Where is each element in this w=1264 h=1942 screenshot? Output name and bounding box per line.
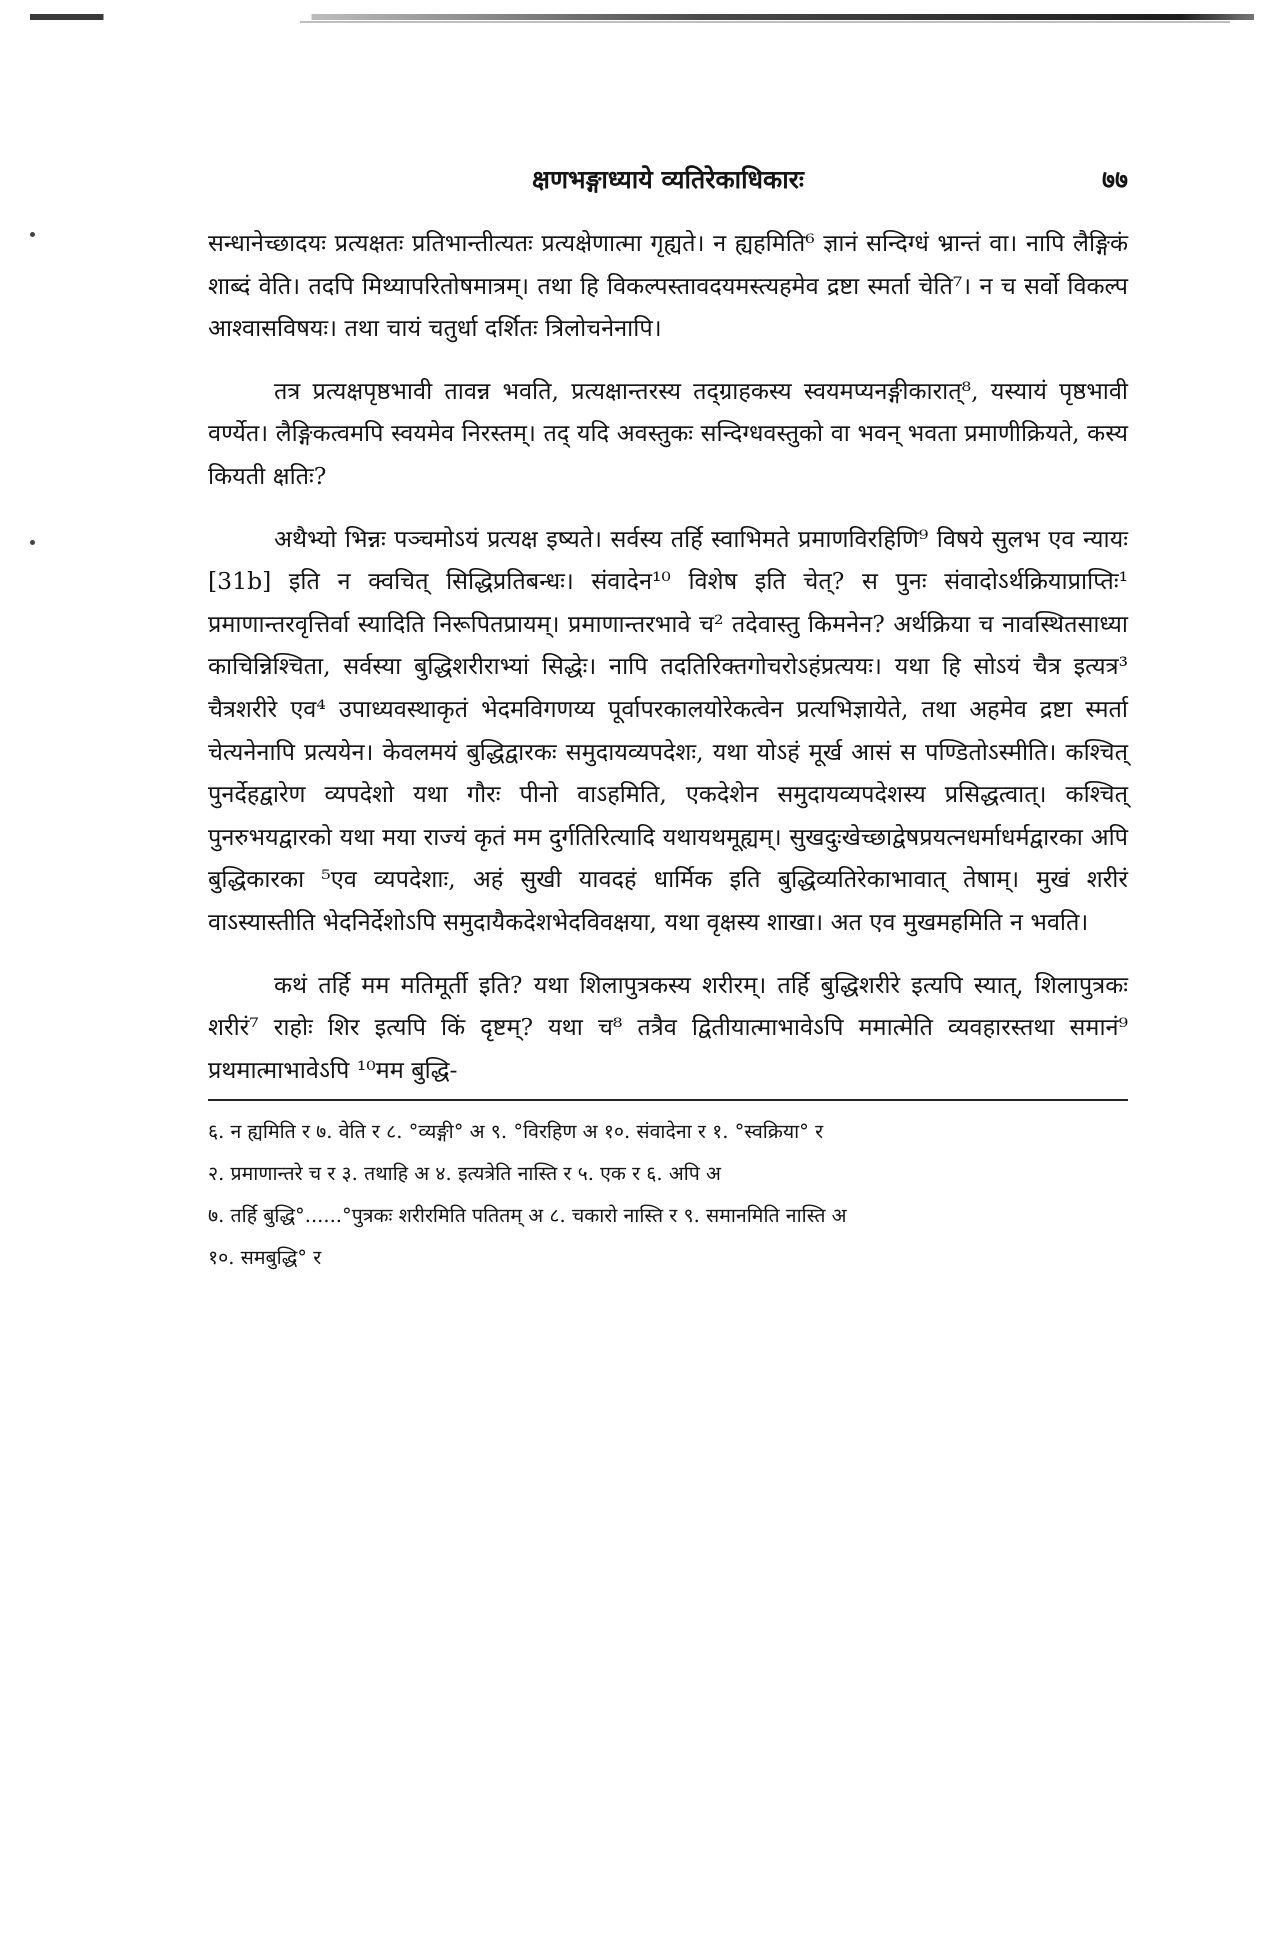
footnote-line: १०. समबुद्धि° र <box>208 1246 322 1270</box>
paragraph: अथैभ्यो भिन्नः पञ्चमोऽयं प्रत्यक्ष इष्यते। सर्वस्य तर्हि स्वाभिमते प्रमाणविरहिणि⁹ विषये सुलभ एव न्यायः [31b] इति न क्वचित् सिद्धिप्रतिबन्धः। संवादेन¹⁰ विशेष इति चेत्? स पुनः संवादोऽर्थक्रियाप्राप्तिः¹ प्रमाणान्तरवृत्तिर्वा स्यादिति निरूपितप्रायम्। प्रमाणान्तरभावे च² तदेवास्तु किमनेन? अर्थक्रिया च नावस्थितसाध्या काचिन्निश्चिता, सर्वस्या बुद्धिशरीराभ्यां सिद्धेः। नापि तदतिरिक्तगोचरोऽहंप्रत्ययः। यथा हि सोऽयं चैत्र इत्यत्र³ चैत्रशरीरे एव⁴ उपाध्यवस्थाकृतं भेदमविगणय्य पूर्वापरकालयोरेकत्वेन प्रत्यभिज्ञायेते, तथा अहमेव द्रष्टा स्मर्ता चेत्यनेनापि प्रत्ययेन। केवलमयं बुद्धिद्वारकः समुदायव्यपदेशः, यथा योऽहं मूर्ख आसं स पण्डितोऽस्मीति। कश्चित् पुनर्देहद्वारेण व्यपदेशो यथा गौरः पीनो वाऽहमिति, एकदेशेन समुदायव्यपदेशस्य प्रसिद्धत्वात्। कश्चित् पुनरुभयद्वारको यथा मया राज्यं कृतं मम दुर्गतिरित्यादि यथायथमूह्यम्। सुखदुःखेच्छाद्वेषप्रयत्नधर्माधर्मद्वारका अपि बुद्धिकारका ⁵एव व्यपदेशाः, अहं सुखी यावदहं धार्मिक इति बुद्धिव्यतिरेकाभावात् तेषाम्। मुखं शरीरं वाऽस्यास्तीति भेदनिर्देशोऽपि समुदायैकदेशभेदविवक्षया, यथा वृक्षस्य शाखा। अत एव मुखमहमिति न भवति। <box>208 524 1128 936</box>
margin-mark <box>30 540 35 545</box>
footnotes <box>208 1111 1128 1279</box>
page-body <box>208 158 1128 1279</box>
page-number: ७७ <box>1101 165 1128 194</box>
footnote-line: ७. तर्हि बुद्धि°......°पुत्रकः शरीरमिति पतितम् अ ८. चकारो नास्ति र ९. समानमिति नास्ति अ <box>208 1204 847 1228</box>
margin-mark <box>30 232 35 237</box>
scan-edge-shadow <box>30 14 1254 20</box>
running-head: क्षणभङ्गाध्याये व्यतिरेकाधिकारः <box>532 165 804 194</box>
paragraph: तत्र प्रत्यक्षपृष्ठभावी तावन्न भवति, प्रत्यक्षान्तरस्य तद्ग्राहकस्य स्वयमप्यनङ्गीकारात्⁸, यस्यायं पृष्ठभावी वर्ण्येत। लैङ्गिकत्वमपि स्वयमेव निरस्तम्। तद् यदि अवस्तुकः सन्दिग्धवस्तुको वा भवन् भवता प्रमाणीक्रियते, कस्य कियती क्षतिः? <box>208 376 1128 490</box>
paragraph-continuation: सन्धानेच्छादयः प्रत्यक्षतः प्रतिभान्तीत्यतः प्रत्यक्षेणात्मा गृह्यते। न ह्यहमिति⁶ ज्ञानं सन्दिग्धं भ्रान्तं वा। नापि लैङ्गिकं शाब्दं वेति। तदपि मिथ्यापरितोषमात्रम्। तथा हि विकल्पस्तावदयमस्त्यहमेव द्रष्टा स्मर्ता चेति⁷। न च सर्वो विकल्प आश्वासविषयः। तथा चायं चतुर्धा दर्शितः त्रिलोचनेनापि। <box>208 229 1128 343</box>
paragraph: कथं तर्हि मम मतिमूर्ती इति? यथा शिलापुत्रकस्य शरीरम्। तर्हि बुद्धिशरीरे इत्यपि स्यात्, शिलापुत्रकः शरीरं⁷ राहोः शिर इत्यपि किं दृष्टम्? यथा च⁸ तत्रैव द्वितीयात्माभावेऽपि ममात्मेति व्यवहारस्तथा समानं⁹ प्रथमात्माभावेऽपि ¹⁰मम बुद्धि- <box>208 970 1128 1084</box>
footnote-rule <box>208 1099 1128 1101</box>
footnote-line: ६. न ह्यमिति र ७. वेति र ८. °व्यङ्गी° अ ९. °विरहिण अ १०. संवादेना र १. °स्वक्रिया° र <box>208 1120 824 1144</box>
page-header <box>208 158 1128 202</box>
footnote-line: २. प्रमाणान्तरे च र ३. तथाहि अ ४. इत्यत्रेति नास्ति र ५. एक र ६. अपि अ <box>208 1162 721 1186</box>
scan-edge-line <box>300 21 1230 23</box>
